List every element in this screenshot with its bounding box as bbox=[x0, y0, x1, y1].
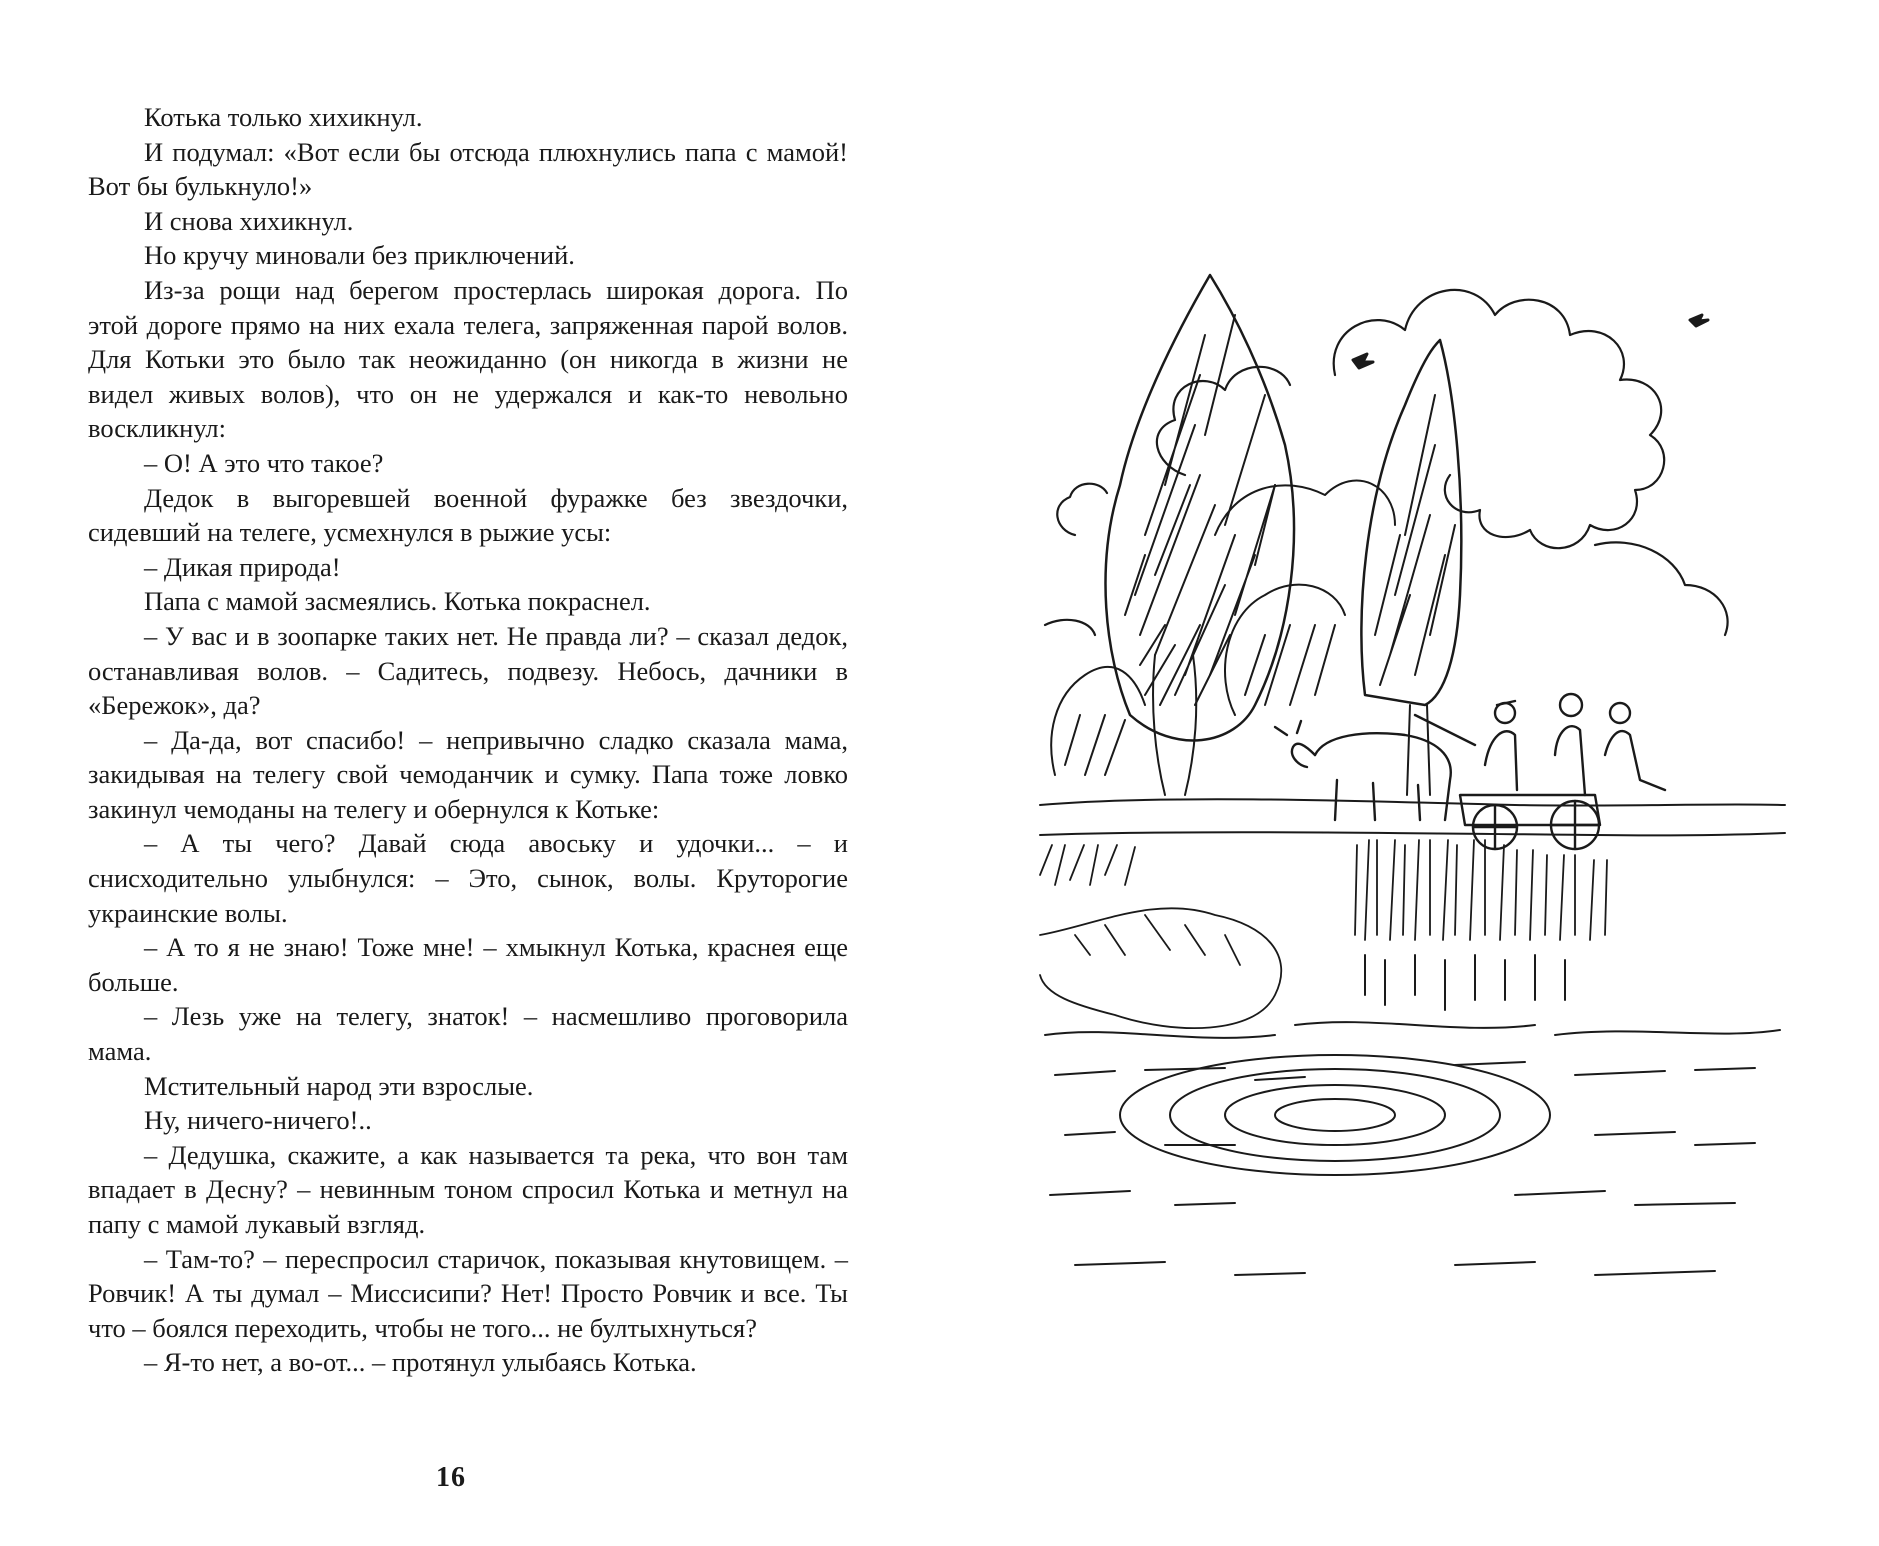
paragraph: И снова хихикнул. bbox=[144, 205, 354, 236]
reeds-drawing bbox=[1040, 840, 1607, 1028]
paragraph: Ну, ничего-ничего!.. bbox=[144, 1105, 372, 1136]
paragraph: Папа с мамой засмеялись. Котька покраснел. bbox=[144, 586, 651, 617]
paragraph: – Я-то нет, а во-от... – протянул улыбаясь Котька. bbox=[144, 1347, 697, 1378]
paragraph: Котька только хихикнул. bbox=[144, 102, 423, 132]
bush-trees-drawing bbox=[1051, 481, 1395, 775]
water-drawing bbox=[1045, 955, 1780, 1275]
paragraph: – Да-да, вот спасибо! – непривычно сладко сказала мама, закидывая на телегу свой чемоданчик и сумку. Папа тоже ловко закинул чемоданы на телегу и обернулся к Котьке: bbox=[88, 724, 848, 824]
paragraph: И подумал: «Вот если бы отсюда плюхнулись папа с мамой! Вот бы булькнуло!» bbox=[88, 136, 848, 202]
clouds-drawing bbox=[1045, 290, 1728, 635]
left-page-text bbox=[88, 100, 848, 1380]
paragraph: – Дедушка, скажите, а как называется та река, что вон там впадает в Десну? – невинным тоном спросил Котька и метнул на папу с мамой лукавый взгляд. bbox=[88, 1139, 848, 1239]
paragraph: – О! А это что такое? bbox=[144, 447, 384, 478]
paragraph: – А то я не знаю! Тоже мне! – хмыкнул Котька, краснея еще больше. bbox=[88, 932, 848, 997]
paragraph: – Лезь уже на телегу, знаток! – насмешливо проговорила мама. bbox=[88, 1001, 848, 1067]
paragraph: – Там-то? – переспросил старичок, показывая кнутовищем. – Ровчик! А ты думал – Миссисипи? Нет! Просто Ровчик и все. Ты что – боялся переходить, чтобы не того... не бултыхнуться? bbox=[88, 1243, 848, 1343]
road-drawing bbox=[1040, 799, 1785, 835]
page-number: 16 bbox=[436, 1462, 466, 1493]
oxen-cart-drawing bbox=[1275, 694, 1665, 849]
paragraph: Но кручу миновали без приключений. bbox=[144, 240, 575, 271]
paragraph: – А ты чего? Давай сюда авоську и удочки... – и снисходительно улыбнулся: – Это, сынок, волы. Круторогие украинские волы. bbox=[88, 828, 848, 928]
left-tree-drawing bbox=[1106, 275, 1294, 795]
paragraph: – Дикая природа! bbox=[144, 551, 341, 582]
paragraph: Из-за рощи над берегом простерлась широкая дорога. По этой дороге прямо на них ехала телега, запряженная парой волов. Для Котьки это было так неожиданно (он никогда в жизни не видел живых волов), что он не удержался и как-то невольно воскликнул: bbox=[88, 274, 848, 444]
paragraph: Мстительный народ эти взрослые. bbox=[144, 1070, 534, 1101]
poplar-tree-drawing bbox=[1361, 340, 1461, 795]
river-cart-illustration bbox=[1035, 235, 1790, 1315]
paragraph: – У вас и в зоопарке таких нет. Не правда ли? – сказал дедок, останавливая волов. – Садитесь, подвезу. Небось, дачники в «Бережок», да? bbox=[88, 620, 848, 721]
paragraph: Дедок в выгоревшей военной фуражке без звездочки, сидевший на телеге, усмехнулся в рыжие усы: bbox=[88, 482, 848, 548]
